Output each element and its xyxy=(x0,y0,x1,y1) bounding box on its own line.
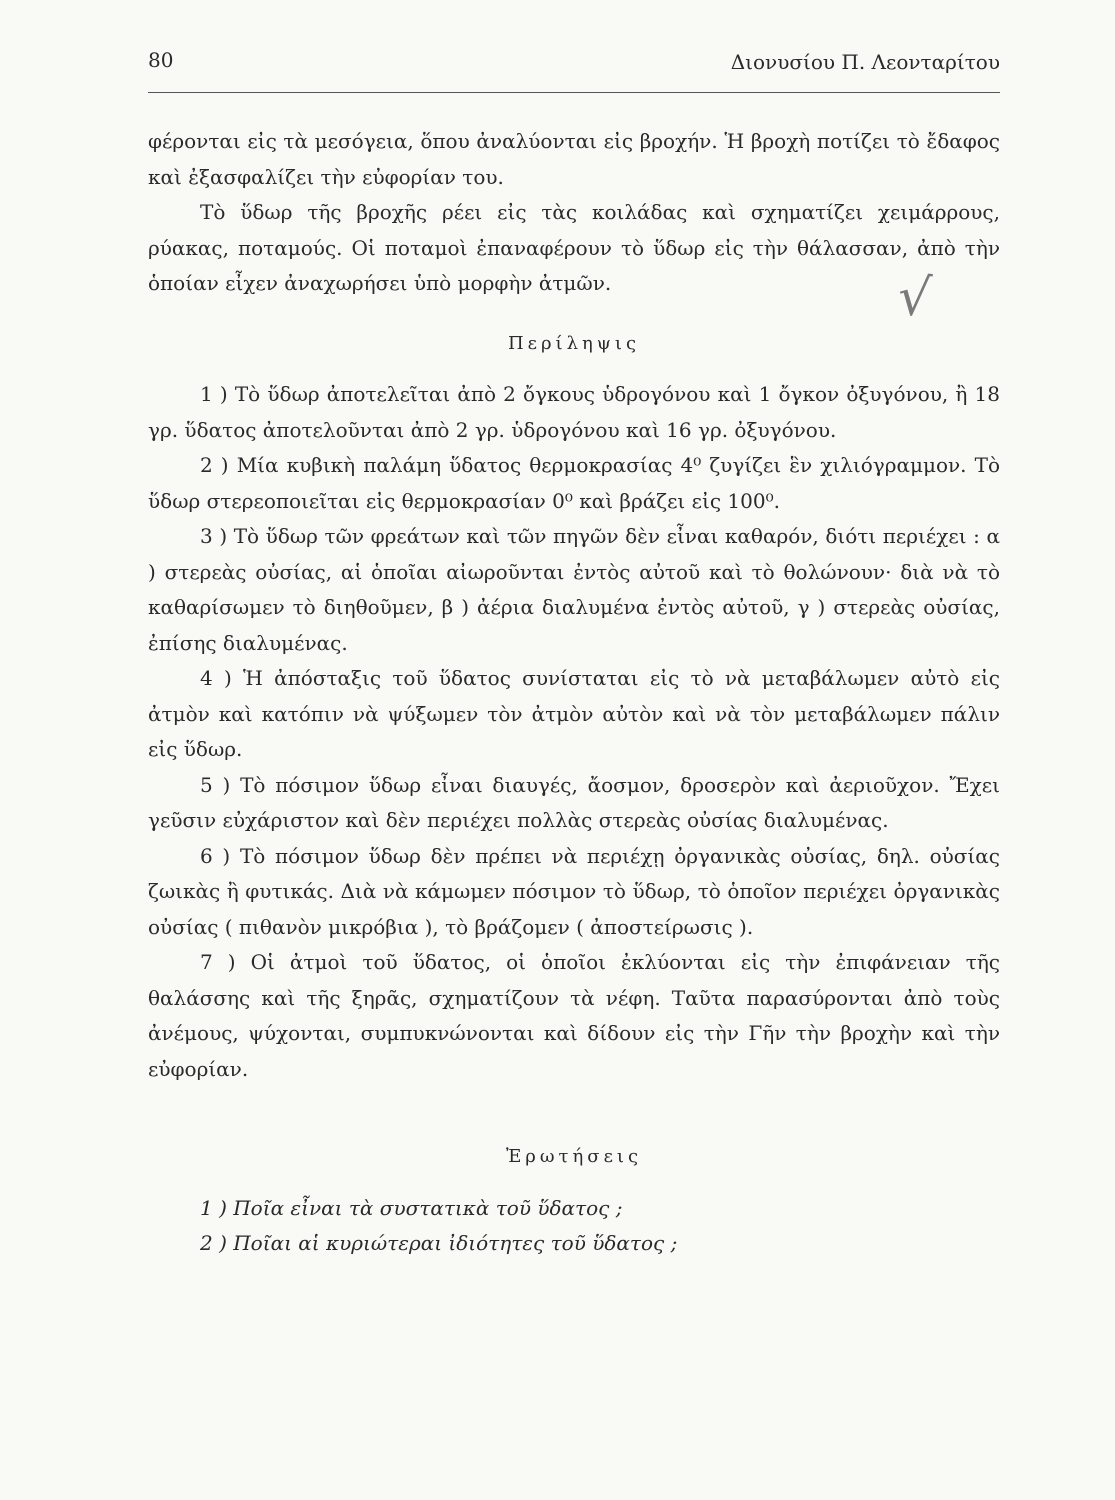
handwritten-check-mark-icon: √ xyxy=(895,266,934,330)
page-header xyxy=(148,48,1000,82)
summary-item: 1 ) Τὸ ὕδωρ ἀποτελεῖται ἀπὸ 2 ὄγκους ὑδρογόνου καὶ 1 ὄγκον ὀξυγόνου, ἢ 18 γρ. ὕδατος ἀποτελοῦνται ἀπὸ 2 γρ. ὑδρογόνου καὶ 16 γρ. ὀξυγόνου. xyxy=(148,382,1000,442)
paragraph: Τὸ ὕδωρ τῆς βροχῆς ρέει εἰς τὰς κοιλάδας καὶ σχηματίζει χειμάρρους, ρύακας, ποταμούς. Οἱ ποταμοὶ ἐπαναφέρουν τὸ ὕδωρ εἰς τὴν θάλασσαν, ἀπὸ τὴν ὁποίαν εἶχεν ἀναχωρήσει ὑπὸ μορφὴν ἀτμῶν. xyxy=(148,200,1000,295)
running-head-author: Διονυσίου Π. Λεονταρίτου xyxy=(730,50,1000,74)
section-heading-questions: Ἐρωτήσεις xyxy=(505,1146,643,1167)
summary-item: 5 ) Τὸ πόσιμον ὕδωρ εἶναι διαυγές, ἄοσμον, δροσερὸν καὶ ἀεριοῦχον. Ἔχει γεῦσιν εὐχάριστον καὶ δὲν περιέχει πολλὰς στερεὰς οὐσίας διαλυμένας. xyxy=(148,772,1000,832)
summary-item: 6 ) Τὸ πόσιμον ὕδωρ δὲν πρέπει νὰ περιέχῃ ὀργανικὰς οὐσίας, δηλ. οὐσίας ζωικὰς ἢ φυτικάς. Διὰ νὰ κάμωμεν πόσιμον τὸ ὕδωρ, τὸ ὁποῖον περιέχει ὀργανικὰς οὐσίας ( πιθανὸν μικρόβια ), τὸ βράζομεν ( ἀποστείρωσις ). xyxy=(148,843,1000,939)
question-item: 2 ) Ποῖαι αἱ κυριώτεραι ἰδιότητες τοῦ ὕδατος ; xyxy=(200,1231,678,1255)
paragraph: φέρονται εἰς τὰ μεσόγεια, ὅπου ἀναλύονται εἰς βροχήν. Ἡ βροχὴ ποτίζει τὸ ἔδαφος καὶ ἐξασφαλίζει τὴν εὐφορίαν του. xyxy=(148,129,1000,189)
section-heading-summary: Περίληψις xyxy=(507,332,641,354)
summary-item: 3 ) Τὸ ὕδωρ τῶν φρεάτων καὶ τῶν πηγῶν δὲν εἶναι καθαρόν, διότι περιέχει : α ) στερεὰς οὐσίας, αἱ ὁποῖαι αἰωροῦνται ἐντὸς αὐτοῦ καὶ τὸ θολώνουν· διὰ νὰ τὸ καθαρίσωμεν τὸ διηθοῦμεν, β ) ἀέρια διαλυμένα ἐντὸς αὐτοῦ, γ ) στερεὰς οὐσίας, ἐπίσης διαλυμένας. xyxy=(148,524,1000,655)
summary-item: 4 ) Ἡ ἀπόσταξις τοῦ ὕδατος συνίσταται εἰς τὸ νὰ μεταβάλωμεν αὐτὸ εἰς ἀτμὸν καὶ κατόπιν νὰ ψύξωμεν τὸν ἀτμὸν αὐτὸν καὶ νὰ τὸν μεταβάλωμεν πάλιν εἰς ὕδωρ. xyxy=(148,666,1000,761)
question-item: 1 ) Ποῖα εἶναι τὰ συστατικὰ τοῦ ὕδατος ; xyxy=(200,1195,623,1220)
summary-item: 7 ) Οἱ ἀτμοὶ τοῦ ὕδατος, οἱ ὁποῖοι ἐκλύονται εἰς τὴν ἐπιφάνειαν τῆς θαλάσσης καὶ τῆς ξηρᾶς, σχηματίζουν τὰ νέφη. Ταῦτα παρασύρονται ἀπὸ τοὺς ἀνέμους, ψύχονται, συμπυκνώνονται καὶ δίδουν εἰς τὴν Γῆν τὴν βροχὴν καὶ τὴν εὐφορίαν. xyxy=(148,950,1000,1081)
summary-item: 2 ) Μία κυβικὴ παλάμη ὕδατος θερμοκρασίας 4⁰ ζυγίζει ἓν χιλιόγραμμον. Τὸ ὕδωρ στερεοποιεῖται εἰς θερμοκρασίαν 0⁰ καὶ βράζει εἰς 100⁰. xyxy=(148,453,1000,513)
header-rule xyxy=(148,92,1000,93)
page-number: 80 xyxy=(148,48,174,72)
page-body xyxy=(148,124,1000,1262)
